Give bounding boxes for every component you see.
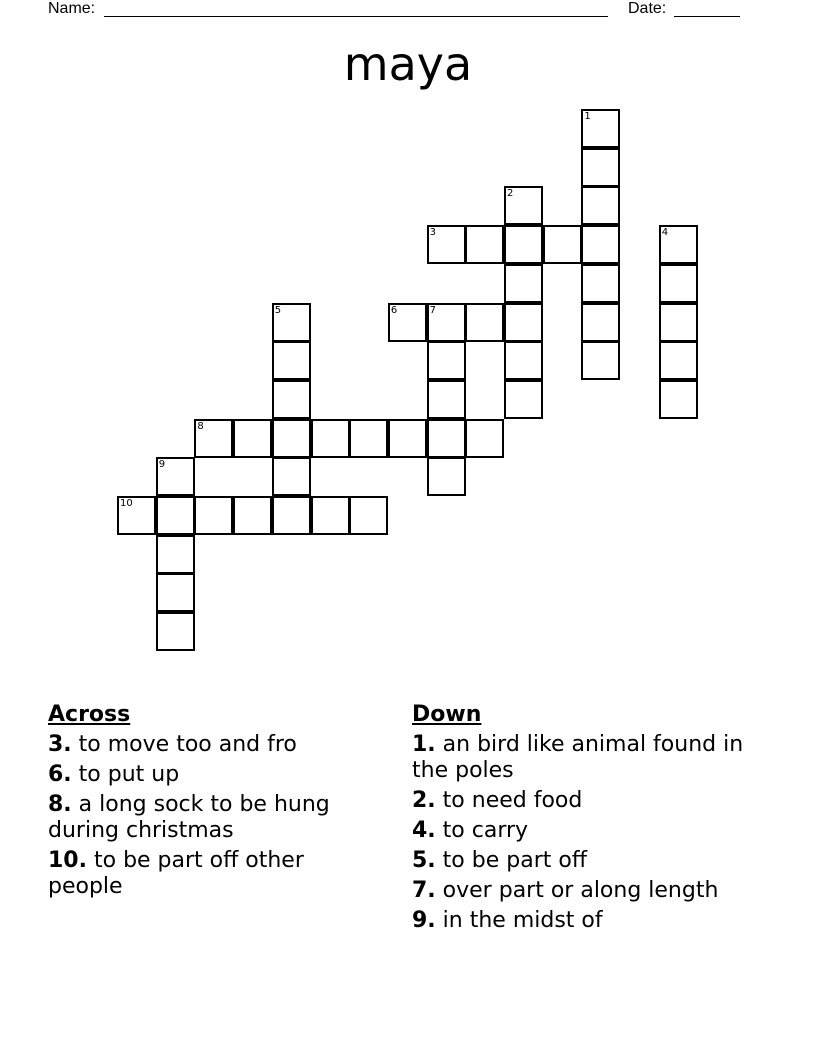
cell-number: 4	[661, 227, 669, 239]
grid-cell[interactable]	[388, 303, 427, 342]
down-heading: Down	[412, 702, 482, 727]
down-clue-list	[412, 732, 762, 934]
grid-cell[interactable]	[504, 341, 543, 380]
grid-cell[interactable]	[427, 380, 466, 419]
cell-number: 1	[584, 111, 591, 122]
down-clue	[412, 788, 762, 814]
clue-text: to need food	[442, 788, 583, 813]
grid-cell[interactable]	[465, 303, 504, 342]
clue-text: an bird like animal found in the poles	[412, 732, 744, 783]
grid-cell[interactable]	[581, 186, 620, 225]
down-clue	[412, 878, 762, 904]
grid-cell[interactable]	[194, 419, 233, 458]
date-blank-line[interactable]	[674, 16, 740, 17]
across-clue	[48, 848, 368, 900]
grid-cell[interactable]	[659, 225, 698, 264]
grid-cell[interactable]	[388, 419, 427, 458]
grid-cell[interactable]	[349, 496, 388, 535]
clue-number: 4.	[412, 818, 436, 843]
cell-number: 6	[390, 304, 398, 316]
grid-cell[interactable]	[272, 303, 311, 342]
grid-cell[interactable]	[465, 419, 504, 458]
down-clue	[412, 732, 762, 784]
cell-number: 3	[429, 227, 436, 239]
clue-number: 7.	[412, 878, 436, 903]
clue-number: 3.	[48, 732, 72, 757]
grid-cell[interactable]	[311, 419, 350, 458]
down-clues	[412, 702, 762, 938]
grid-cell[interactable]	[659, 380, 698, 419]
clue-number: 8.	[48, 792, 72, 817]
across-clue-list	[48, 732, 368, 900]
clue-number: 2.	[412, 788, 436, 813]
across-heading: Across	[48, 702, 131, 727]
grid-cell[interactable]	[659, 341, 698, 380]
grid-cell[interactable]	[156, 573, 195, 612]
grid-cell[interactable]	[543, 225, 582, 264]
grid-cell[interactable]	[504, 303, 543, 342]
grid-cell[interactable]	[581, 225, 620, 264]
date-label: Date:	[628, 0, 667, 17]
clue-number: 5.	[412, 848, 436, 873]
grid-cell[interactable]	[659, 303, 698, 342]
cell-number: 7	[429, 304, 436, 316]
across-clues	[48, 702, 368, 904]
grid-cell[interactable]	[581, 264, 620, 303]
grid-cell[interactable]	[427, 341, 466, 380]
clue-text: to be part off other people	[48, 848, 304, 899]
grid-cell[interactable]	[581, 303, 620, 342]
grid-cell[interactable]	[156, 457, 195, 496]
clue-text: in the midst of	[442, 908, 603, 933]
grid-cell[interactable]	[233, 496, 272, 535]
grid-cell[interactable]	[504, 186, 543, 225]
cell-number: 9	[158, 459, 166, 471]
cell-number: 2	[507, 188, 514, 200]
clue-text: to carry	[442, 818, 529, 843]
across-clue	[48, 732, 368, 758]
clue-text: a long sock to be hung during christmas	[48, 792, 330, 843]
puzzle-title: maya	[343, 37, 473, 91]
down-clue	[412, 908, 762, 934]
clue-text: to move too and fro	[78, 732, 297, 757]
clue-number: 6.	[48, 762, 72, 787]
grid-cell[interactable]	[272, 341, 311, 380]
clue-number: 10.	[48, 848, 87, 873]
grid-cell[interactable]	[427, 419, 466, 458]
grid-cell[interactable]	[659, 264, 698, 303]
down-clue	[412, 848, 762, 874]
grid-cell[interactable]	[117, 496, 156, 535]
grid-cell[interactable]	[427, 225, 466, 264]
clue-text: over part or along length	[442, 878, 719, 903]
grid-cell[interactable]	[233, 419, 272, 458]
down-clue	[412, 818, 762, 844]
name-blank-line[interactable]	[104, 16, 608, 17]
grid-cell[interactable]	[311, 496, 350, 535]
cell-number: 8	[197, 420, 204, 432]
grid-cell[interactable]	[156, 535, 195, 574]
grid-cell[interactable]	[349, 419, 388, 458]
grid-cell[interactable]	[465, 225, 504, 264]
grid-cell[interactable]	[272, 496, 311, 535]
grid-cell[interactable]	[194, 496, 233, 535]
grid-cell[interactable]	[272, 457, 311, 496]
cell-number: 10	[120, 498, 133, 509]
grid-cell[interactable]	[504, 264, 543, 303]
grid-cell[interactable]	[427, 457, 466, 496]
grid-cell[interactable]	[272, 419, 311, 458]
grid-cell[interactable]	[581, 341, 620, 380]
grid-cell[interactable]	[272, 380, 311, 419]
grid-cell[interactable]	[504, 380, 543, 419]
grid-cell[interactable]	[581, 109, 620, 148]
grid-cell[interactable]	[156, 612, 195, 651]
grid-cell[interactable]	[581, 148, 620, 187]
name-label: Name:	[48, 0, 96, 17]
clue-text: to put up	[78, 762, 180, 787]
cell-number: 5	[274, 304, 282, 316]
clue-number: 1.	[412, 732, 436, 757]
across-clue	[48, 792, 368, 844]
grid-cell[interactable]	[504, 225, 543, 264]
across-clue	[48, 762, 368, 788]
clue-text: to be part off	[442, 848, 587, 873]
grid-cell[interactable]	[156, 496, 195, 535]
grid-cell[interactable]	[427, 303, 466, 342]
worksheet-header	[0, 0, 816, 24]
clue-number: 9.	[412, 908, 436, 933]
